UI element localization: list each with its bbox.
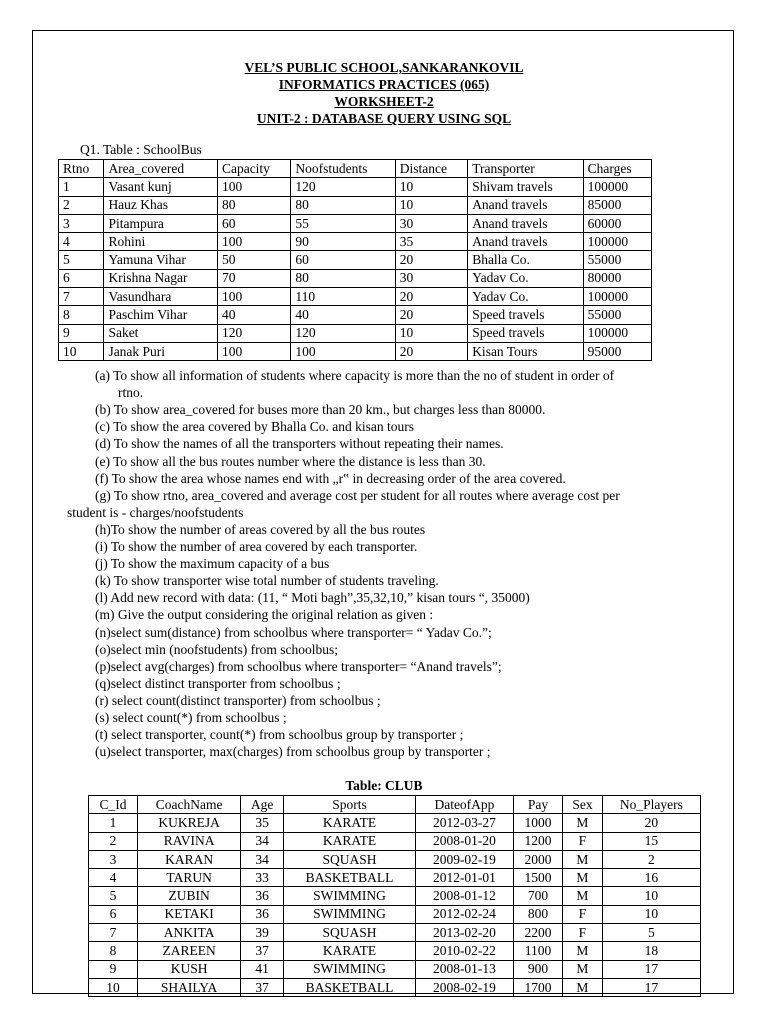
table-cell: Saket	[104, 324, 218, 342]
table-cell: 55000	[583, 306, 651, 324]
table-cell: KARATE	[284, 814, 416, 832]
table-cell: 2	[59, 196, 104, 214]
table-cell: 2000	[513, 850, 562, 868]
table-cell: KUKREJA	[138, 814, 241, 832]
table-cell: 60	[291, 251, 395, 269]
question-line: (t) select transporter, count(*) from schoolbus group by transporter ;	[95, 727, 464, 743]
table-cell: 55	[291, 214, 395, 232]
table-cell: SQUASH	[284, 924, 416, 942]
table-cell: F	[563, 905, 603, 923]
table-cell: 120	[217, 324, 290, 342]
table-cell: 2008-01-20	[415, 832, 513, 850]
table-cell: 1200	[513, 832, 562, 850]
question-line: (j) To show the maximum capacity of a bus	[95, 556, 330, 572]
schoolbus-column-header: Distance	[395, 160, 467, 178]
table-cell: Paschim Vihar	[104, 306, 218, 324]
table-cell: 80000	[583, 269, 651, 287]
question-line: (f) To show the area whose names end with „r‟ in decreasing order of the area covered.	[95, 470, 566, 486]
table-cell: 20	[395, 288, 467, 306]
table-cell: 16	[602, 869, 700, 887]
table-cell: 2012-02-24	[415, 905, 513, 923]
table-cell: 7	[59, 288, 104, 306]
table-cell: 80	[291, 269, 395, 287]
table-cell: 40	[217, 306, 290, 324]
table-cell: 100	[217, 342, 290, 360]
question-line: student is - charges/noofstudents	[67, 504, 244, 520]
table-row	[59, 233, 652, 251]
table-cell: 4	[89, 869, 138, 887]
table-cell: 10	[602, 887, 700, 905]
table-cell: 3	[89, 850, 138, 868]
table-cell: 33	[241, 869, 284, 887]
club-column-header: C_Id	[89, 796, 138, 814]
school-name: VEL’S PUBLIC SCHOOL,SANKARANKOVIL	[244, 60, 524, 75]
table-cell: 2	[89, 832, 138, 850]
question-line: (g) To show rtno, area_covered and average cost per student for all routes where average cost per	[95, 487, 620, 503]
table-cell: 2012-03-27	[415, 814, 513, 832]
table-cell: SWIMMING	[284, 887, 416, 905]
schoolbus-column-header: Noofstudents	[291, 160, 395, 178]
q1-title: Q1. Table : SchoolBus	[80, 142, 202, 157]
club-column-header: Age	[241, 796, 284, 814]
club-column-header: CoachName	[138, 796, 241, 814]
table-cell: 8	[89, 942, 138, 960]
table-cell: KARATE	[284, 832, 416, 850]
table-cell: BASKETBALL	[284, 978, 416, 996]
table-cell: 100	[217, 288, 290, 306]
table-cell: 120	[291, 178, 395, 196]
table-cell: Rohini	[104, 233, 218, 251]
table-cell: 30	[395, 214, 467, 232]
club-column-header: DateofApp	[415, 796, 513, 814]
table-cell: 2200	[513, 924, 562, 942]
question-line: (c) To show the area covered by Bhalla Co. and kisan tours	[95, 419, 414, 435]
table-cell: 900	[513, 960, 562, 978]
table-cell: 2010-02-22	[415, 942, 513, 960]
question-line: (i) To show the number of area covered by each transporter.	[95, 539, 418, 554]
club-column-header: Pay	[513, 796, 562, 814]
table-cell: 1500	[513, 869, 562, 887]
table-cell: 100	[291, 342, 395, 360]
question-line: rtno.	[118, 385, 144, 401]
table-cell: 6	[59, 269, 104, 287]
question-line: (b) To show area_covered for buses more than 20 km., but charges less than 80000.	[95, 402, 546, 418]
table-cell: SHAILYA	[138, 978, 241, 996]
worksheet-title: WORKSHEET-2	[334, 94, 434, 109]
table-cell: BASKETBALL	[284, 869, 416, 887]
schoolbus-column-header: Area_covered	[104, 160, 218, 178]
table-cell: M	[563, 814, 603, 832]
table-cell: 20	[395, 306, 467, 324]
schoolbus-table	[58, 159, 652, 361]
table-cell: 10	[59, 342, 104, 360]
table-cell: KETAKI	[138, 905, 241, 923]
table-cell: 100	[217, 233, 290, 251]
table-cell: Janak Puri	[104, 342, 218, 360]
table-cell: Pitampura	[104, 214, 218, 232]
table-cell: 18	[602, 942, 700, 960]
question-line: (s) select count(*) from schoolbus ;	[95, 710, 287, 725]
question-line: (a) To show all information of students where capacity is more than the no of student in order of	[95, 368, 615, 383]
table-cell: 55000	[583, 251, 651, 269]
table-cell: 3	[59, 214, 104, 232]
table-cell: 2008-01-12	[415, 887, 513, 905]
table-row	[89, 978, 701, 996]
table-row	[89, 960, 701, 978]
table-row	[89, 869, 701, 887]
table-cell: M	[563, 942, 603, 960]
table-cell: 2013-02-20	[415, 924, 513, 942]
question-line: (k) To show transporter wise total number of students traveling.	[95, 573, 439, 589]
table-cell: Yamuna Vihar	[104, 251, 218, 269]
table-cell: Yadav Co.	[468, 288, 583, 306]
question-line: (u)select transporter, max(charges) from schoolbus group by transporter ;	[95, 744, 491, 760]
table-cell: M	[563, 978, 603, 996]
table-row	[89, 887, 701, 905]
table-cell: 15	[602, 832, 700, 850]
table-cell: 4	[59, 233, 104, 251]
schoolbus-column-header: Capacity	[217, 160, 290, 178]
table-cell: Krishna Nagar	[104, 269, 218, 287]
table-cell: 110	[291, 288, 395, 306]
table-row	[89, 814, 701, 832]
table-cell: 10	[395, 196, 467, 214]
unit-title: UNIT-2 : DATABASE QUERY USING SQL	[256, 111, 512, 126]
table-cell: 100	[217, 178, 290, 196]
table-cell: 2008-01-13	[415, 960, 513, 978]
table-cell: 700	[513, 887, 562, 905]
table-cell: 5	[89, 887, 138, 905]
table-cell: M	[563, 960, 603, 978]
table-row	[59, 269, 652, 287]
club-column-header: No_Players	[602, 796, 700, 814]
question-line: (q)select distinct transporter from schoolbus ;	[95, 675, 341, 691]
table-row	[59, 342, 652, 360]
table-cell: KARAN	[138, 850, 241, 868]
table-row	[59, 324, 652, 342]
table-cell: 20	[395, 251, 467, 269]
question-line: (h)To show the number of areas covered by all the bus routes	[95, 521, 426, 537]
table-cell: 17	[602, 960, 700, 978]
table-cell: 10	[89, 978, 138, 996]
table-row	[89, 942, 701, 960]
table-cell: 60	[217, 214, 290, 232]
table-cell: 40	[291, 306, 395, 324]
table-cell: 9	[59, 324, 104, 342]
table-cell: Anand travels	[468, 196, 583, 214]
table-row	[89, 850, 701, 868]
table-cell: F	[563, 832, 603, 850]
question-line: (d) To show the names of all the transporters without repeating their names.	[95, 436, 504, 452]
table-cell: 2009-02-19	[415, 850, 513, 868]
table-cell: Yadav Co.	[468, 269, 583, 287]
table-cell: 2012-01-01	[415, 869, 513, 887]
table-cell: 100000	[583, 178, 651, 196]
club-column-header: Sex	[563, 796, 603, 814]
table-cell: 2008-02-19	[415, 978, 513, 996]
schoolbus-column-header: Charges	[583, 160, 651, 178]
table-row	[59, 196, 652, 214]
table-cell: Bhalla Co.	[468, 251, 583, 269]
club-table-title: Table: CLUB	[345, 778, 423, 793]
table-cell: 100000	[583, 324, 651, 342]
table-cell: SWIMMING	[284, 905, 416, 923]
table-cell: 5	[59, 251, 104, 269]
question-line: (n)select sum(distance) from schoolbus where transporter= “ Yadav Co.”;	[95, 624, 492, 640]
table-cell: 1000	[513, 814, 562, 832]
table-cell: 70	[217, 269, 290, 287]
table-cell: 9	[89, 960, 138, 978]
table-cell: M	[563, 869, 603, 887]
table-cell: KARATE	[284, 942, 416, 960]
worksheet-header	[0, 59, 768, 127]
table-cell: SWIMMING	[284, 960, 416, 978]
table-cell: 90	[291, 233, 395, 251]
table-cell: 35	[241, 814, 284, 832]
table-cell: 30	[395, 269, 467, 287]
table-cell: ZAREEN	[138, 942, 241, 960]
question-line: (m) Give the output considering the original relation as given :	[95, 607, 434, 623]
table-cell: Anand travels	[468, 233, 583, 251]
table-cell: 36	[241, 887, 284, 905]
table-cell: M	[563, 887, 603, 905]
question-line: (l) Add new record with data: (11, “ Moti bagh”,35,32,10,” kisan tours “, 35000)	[95, 590, 530, 606]
table-cell: 37	[241, 942, 284, 960]
table-cell: 100000	[583, 233, 651, 251]
table-cell: 80	[217, 196, 290, 214]
table-cell: 1	[89, 814, 138, 832]
table-cell: 1700	[513, 978, 562, 996]
table-cell: 20	[395, 342, 467, 360]
club-column-header: Sports	[284, 796, 416, 814]
table-cell: 20	[602, 814, 700, 832]
table-row	[89, 924, 701, 942]
table-cell: TARUN	[138, 869, 241, 887]
table-cell: 41	[241, 960, 284, 978]
table-cell: 37	[241, 978, 284, 996]
table-cell: 120	[291, 324, 395, 342]
table-row	[59, 306, 652, 324]
table-cell: 50	[217, 251, 290, 269]
table-cell: Vasant kunj	[104, 178, 218, 196]
table-cell: RAVINA	[138, 832, 241, 850]
table-cell: 6	[89, 905, 138, 923]
table-cell: 34	[241, 832, 284, 850]
table-row	[89, 832, 701, 850]
table-cell: SQUASH	[284, 850, 416, 868]
question-line: (o)select min (noofstudents) from schoolbus;	[95, 641, 338, 657]
table-cell: M	[563, 850, 603, 868]
table-cell: F	[563, 924, 603, 942]
table-cell: Shivam travels	[468, 178, 583, 196]
table-cell: Speed travels	[468, 306, 583, 324]
schoolbus-column-header: Transporter	[468, 160, 583, 178]
table-cell: Vasundhara	[104, 288, 218, 306]
table-cell: ANKITA	[138, 924, 241, 942]
table-cell: 10	[395, 324, 467, 342]
table-cell: 1100	[513, 942, 562, 960]
table-cell: Hauz Khas	[104, 196, 218, 214]
table-cell: 10	[395, 178, 467, 196]
table-row	[89, 905, 701, 923]
table-cell: 85000	[583, 196, 651, 214]
table-cell: 95000	[583, 342, 651, 360]
question-line: (e) To show all the bus routes number where the distance is less than 30.	[95, 453, 486, 469]
table-cell: 36	[241, 905, 284, 923]
table-cell: 8	[59, 306, 104, 324]
club-table	[88, 795, 701, 997]
table-cell: ZUBIN	[138, 887, 241, 905]
table-row	[59, 251, 652, 269]
table-row	[59, 178, 652, 196]
table-cell: 35	[395, 233, 467, 251]
table-cell: 39	[241, 924, 284, 942]
table-cell: Kisan Tours	[468, 342, 583, 360]
table-row	[59, 288, 652, 306]
table-cell: Anand travels	[468, 214, 583, 232]
question-line: (r) select count(distinct transporter) from schoolbus ;	[95, 692, 381, 708]
table-cell: 10	[602, 905, 700, 923]
table-cell: 60000	[583, 214, 651, 232]
table-cell: 2	[602, 850, 700, 868]
table-row	[59, 214, 652, 232]
schoolbus-column-header: Rtno	[59, 160, 104, 178]
table-cell: KUSH	[138, 960, 241, 978]
table-cell: 17	[602, 978, 700, 996]
table-cell: 1	[59, 178, 104, 196]
table-cell: 5	[602, 924, 700, 942]
table-cell: 100000	[583, 288, 651, 306]
table-cell: 7	[89, 924, 138, 942]
table-cell: 80	[291, 196, 395, 214]
subject-title: INFORMATICS PRACTICES (065)	[278, 77, 490, 92]
table-cell: 800	[513, 905, 562, 923]
table-cell: 34	[241, 850, 284, 868]
question-line: (p)select avg(charges) from schoolbus where transporter= “Anand travels”;	[95, 658, 502, 674]
table-cell: Speed travels	[468, 324, 583, 342]
